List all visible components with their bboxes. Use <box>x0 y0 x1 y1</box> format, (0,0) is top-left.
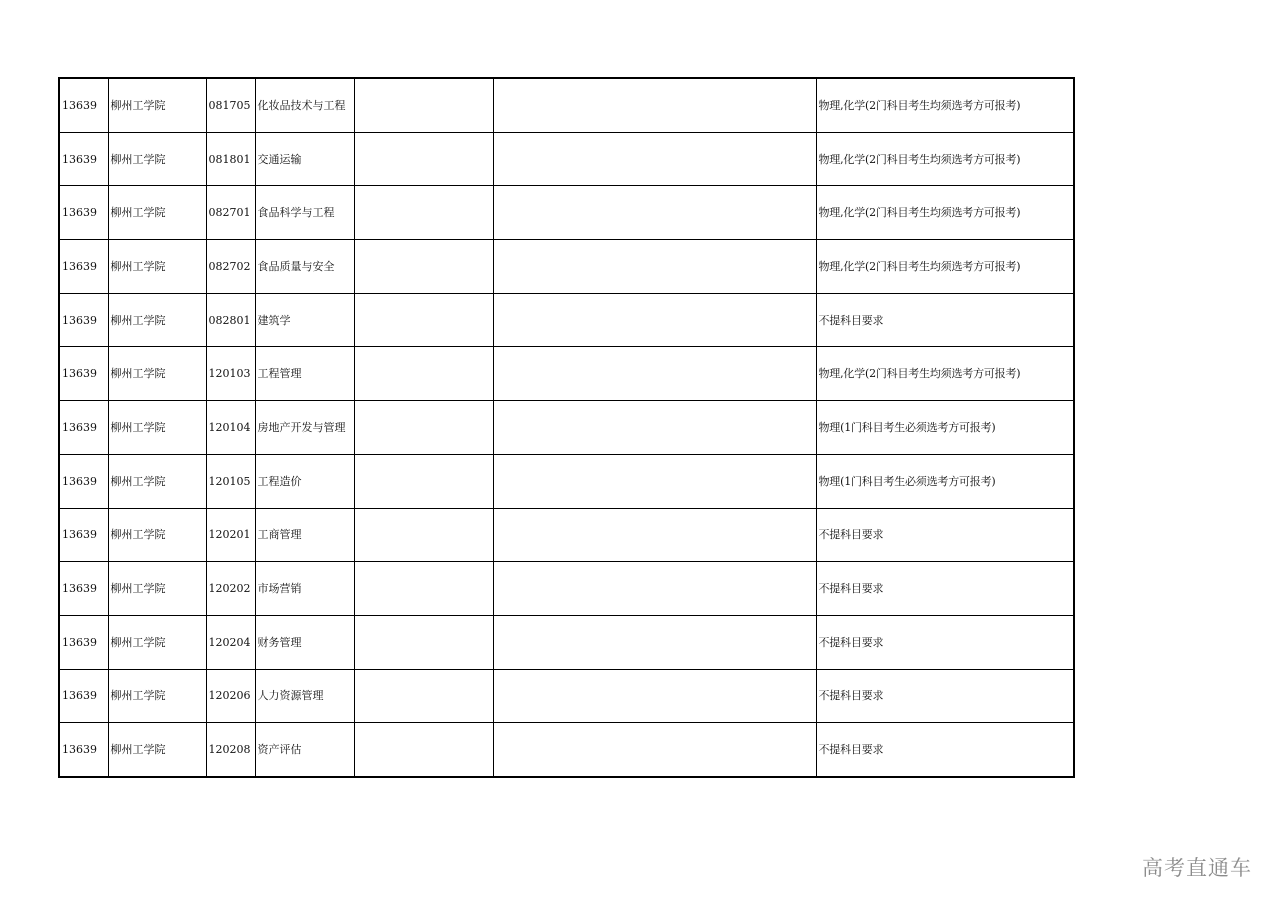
empty-cell <box>493 562 816 616</box>
subject-requirement-cell: 不提科目要求 <box>816 293 1074 347</box>
watermark-text: 高考直通车 <box>1142 856 1252 880</box>
subject-requirement-cell: 不提科目要求 <box>816 723 1074 777</box>
empty-cell <box>354 240 493 294</box>
school-name-cell: 柳州工学院 <box>108 186 206 240</box>
school-name-cell: 柳州工学院 <box>108 669 206 723</box>
major-name-cell: 房地产开发与管理 <box>255 401 354 455</box>
table-row <box>59 240 1074 294</box>
school-name-cell: 柳州工学院 <box>108 508 206 562</box>
school-code-cell: 13639 <box>59 401 108 455</box>
school-code-cell: 13639 <box>59 508 108 562</box>
table-row <box>59 562 1074 616</box>
subject-requirement-cell: 不提科目要求 <box>816 508 1074 562</box>
subject-requirement-cell: 物理,化学(2门科目考生均须选考方可报考) <box>816 347 1074 401</box>
empty-cell <box>493 723 816 777</box>
major-code-cell: 081705 <box>206 78 255 132</box>
major-name-cell: 交通运输 <box>255 132 354 186</box>
empty-cell <box>354 132 493 186</box>
empty-cell <box>493 78 816 132</box>
school-code-cell: 13639 <box>59 615 108 669</box>
table-row <box>59 347 1074 401</box>
major-name-cell: 工程管理 <box>255 347 354 401</box>
school-name-cell: 柳州工学院 <box>108 240 206 294</box>
subject-requirement-cell: 物理(1门科目考生必须选考方可报考) <box>816 454 1074 508</box>
subject-requirement-cell: 不提科目要求 <box>816 615 1074 669</box>
major-code-cell: 120208 <box>206 723 255 777</box>
empty-cell <box>354 347 493 401</box>
school-name-cell: 柳州工学院 <box>108 454 206 508</box>
school-code-cell: 13639 <box>59 669 108 723</box>
subject-requirement-cell: 不提科目要求 <box>816 562 1074 616</box>
major-code-cell: 082801 <box>206 293 255 347</box>
empty-cell <box>493 132 816 186</box>
empty-cell <box>354 293 493 347</box>
major-code-cell: 120201 <box>206 508 255 562</box>
table-body <box>59 78 1074 777</box>
empty-cell <box>493 508 816 562</box>
subject-requirement-cell: 不提科目要求 <box>816 669 1074 723</box>
table-row <box>59 186 1074 240</box>
empty-cell <box>354 562 493 616</box>
empty-cell <box>493 669 816 723</box>
major-code-cell: 120206 <box>206 669 255 723</box>
table-row <box>59 508 1074 562</box>
major-name-cell: 人力资源管理 <box>255 669 354 723</box>
school-code-cell: 13639 <box>59 240 108 294</box>
major-name-cell: 建筑学 <box>255 293 354 347</box>
subject-requirement-cell: 物理,化学(2门科目考生均须选考方可报考) <box>816 186 1074 240</box>
subject-requirement-cell: 物理(1门科目考生必须选考方可报考) <box>816 401 1074 455</box>
school-name-cell: 柳州工学院 <box>108 401 206 455</box>
major-code-cell: 120104 <box>206 401 255 455</box>
school-name-cell: 柳州工学院 <box>108 78 206 132</box>
table-row <box>59 454 1074 508</box>
school-name-cell: 柳州工学院 <box>108 723 206 777</box>
school-code-cell: 13639 <box>59 562 108 616</box>
table-row <box>59 669 1074 723</box>
major-code-cell: 120202 <box>206 562 255 616</box>
empty-cell <box>354 615 493 669</box>
empty-cell <box>354 401 493 455</box>
school-code-cell: 13639 <box>59 78 108 132</box>
major-code-cell: 120105 <box>206 454 255 508</box>
major-code-cell: 082702 <box>206 240 255 294</box>
empty-cell <box>493 240 816 294</box>
empty-cell <box>354 723 493 777</box>
major-name-cell: 工程造价 <box>255 454 354 508</box>
major-name-cell: 资产评估 <box>255 723 354 777</box>
empty-cell <box>493 293 816 347</box>
table-row <box>59 132 1074 186</box>
school-name-cell: 柳州工学院 <box>108 615 206 669</box>
subject-requirement-cell: 物理,化学(2门科目考生均须选考方可报考) <box>816 132 1074 186</box>
school-name-cell: 柳州工学院 <box>108 562 206 616</box>
requirements-table <box>58 77 1075 778</box>
school-code-cell: 13639 <box>59 454 108 508</box>
school-code-cell: 13639 <box>59 347 108 401</box>
empty-cell <box>493 454 816 508</box>
major-name-cell: 化妆品技术与工程 <box>255 78 354 132</box>
major-name-cell: 工商管理 <box>255 508 354 562</box>
empty-cell <box>354 186 493 240</box>
school-name-cell: 柳州工学院 <box>108 132 206 186</box>
major-code-cell: 120204 <box>206 615 255 669</box>
empty-cell <box>493 401 816 455</box>
subject-requirement-cell: 物理,化学(2门科目考生均须选考方可报考) <box>816 240 1074 294</box>
school-name-cell: 柳州工学院 <box>108 293 206 347</box>
empty-cell <box>354 508 493 562</box>
empty-cell <box>354 78 493 132</box>
major-name-cell: 财务管理 <box>255 615 354 669</box>
major-name-cell: 市场营销 <box>255 562 354 616</box>
empty-cell <box>354 454 493 508</box>
major-name-cell: 食品质量与安全 <box>255 240 354 294</box>
empty-cell <box>493 347 816 401</box>
school-code-cell: 13639 <box>59 723 108 777</box>
school-code-cell: 13639 <box>59 293 108 347</box>
major-code-cell: 081801 <box>206 132 255 186</box>
major-name-cell: 食品科学与工程 <box>255 186 354 240</box>
table-row <box>59 615 1074 669</box>
empty-cell <box>493 186 816 240</box>
empty-cell <box>354 669 493 723</box>
table-row <box>59 78 1074 132</box>
school-code-cell: 13639 <box>59 132 108 186</box>
subject-requirement-cell: 物理,化学(2门科目考生均须选考方可报考) <box>816 78 1074 132</box>
school-code-cell: 13639 <box>59 186 108 240</box>
major-code-cell: 082701 <box>206 186 255 240</box>
school-name-cell: 柳州工学院 <box>108 347 206 401</box>
table-row <box>59 293 1074 347</box>
table-row <box>59 723 1074 777</box>
table-row <box>59 401 1074 455</box>
empty-cell <box>493 615 816 669</box>
major-code-cell: 120103 <box>206 347 255 401</box>
